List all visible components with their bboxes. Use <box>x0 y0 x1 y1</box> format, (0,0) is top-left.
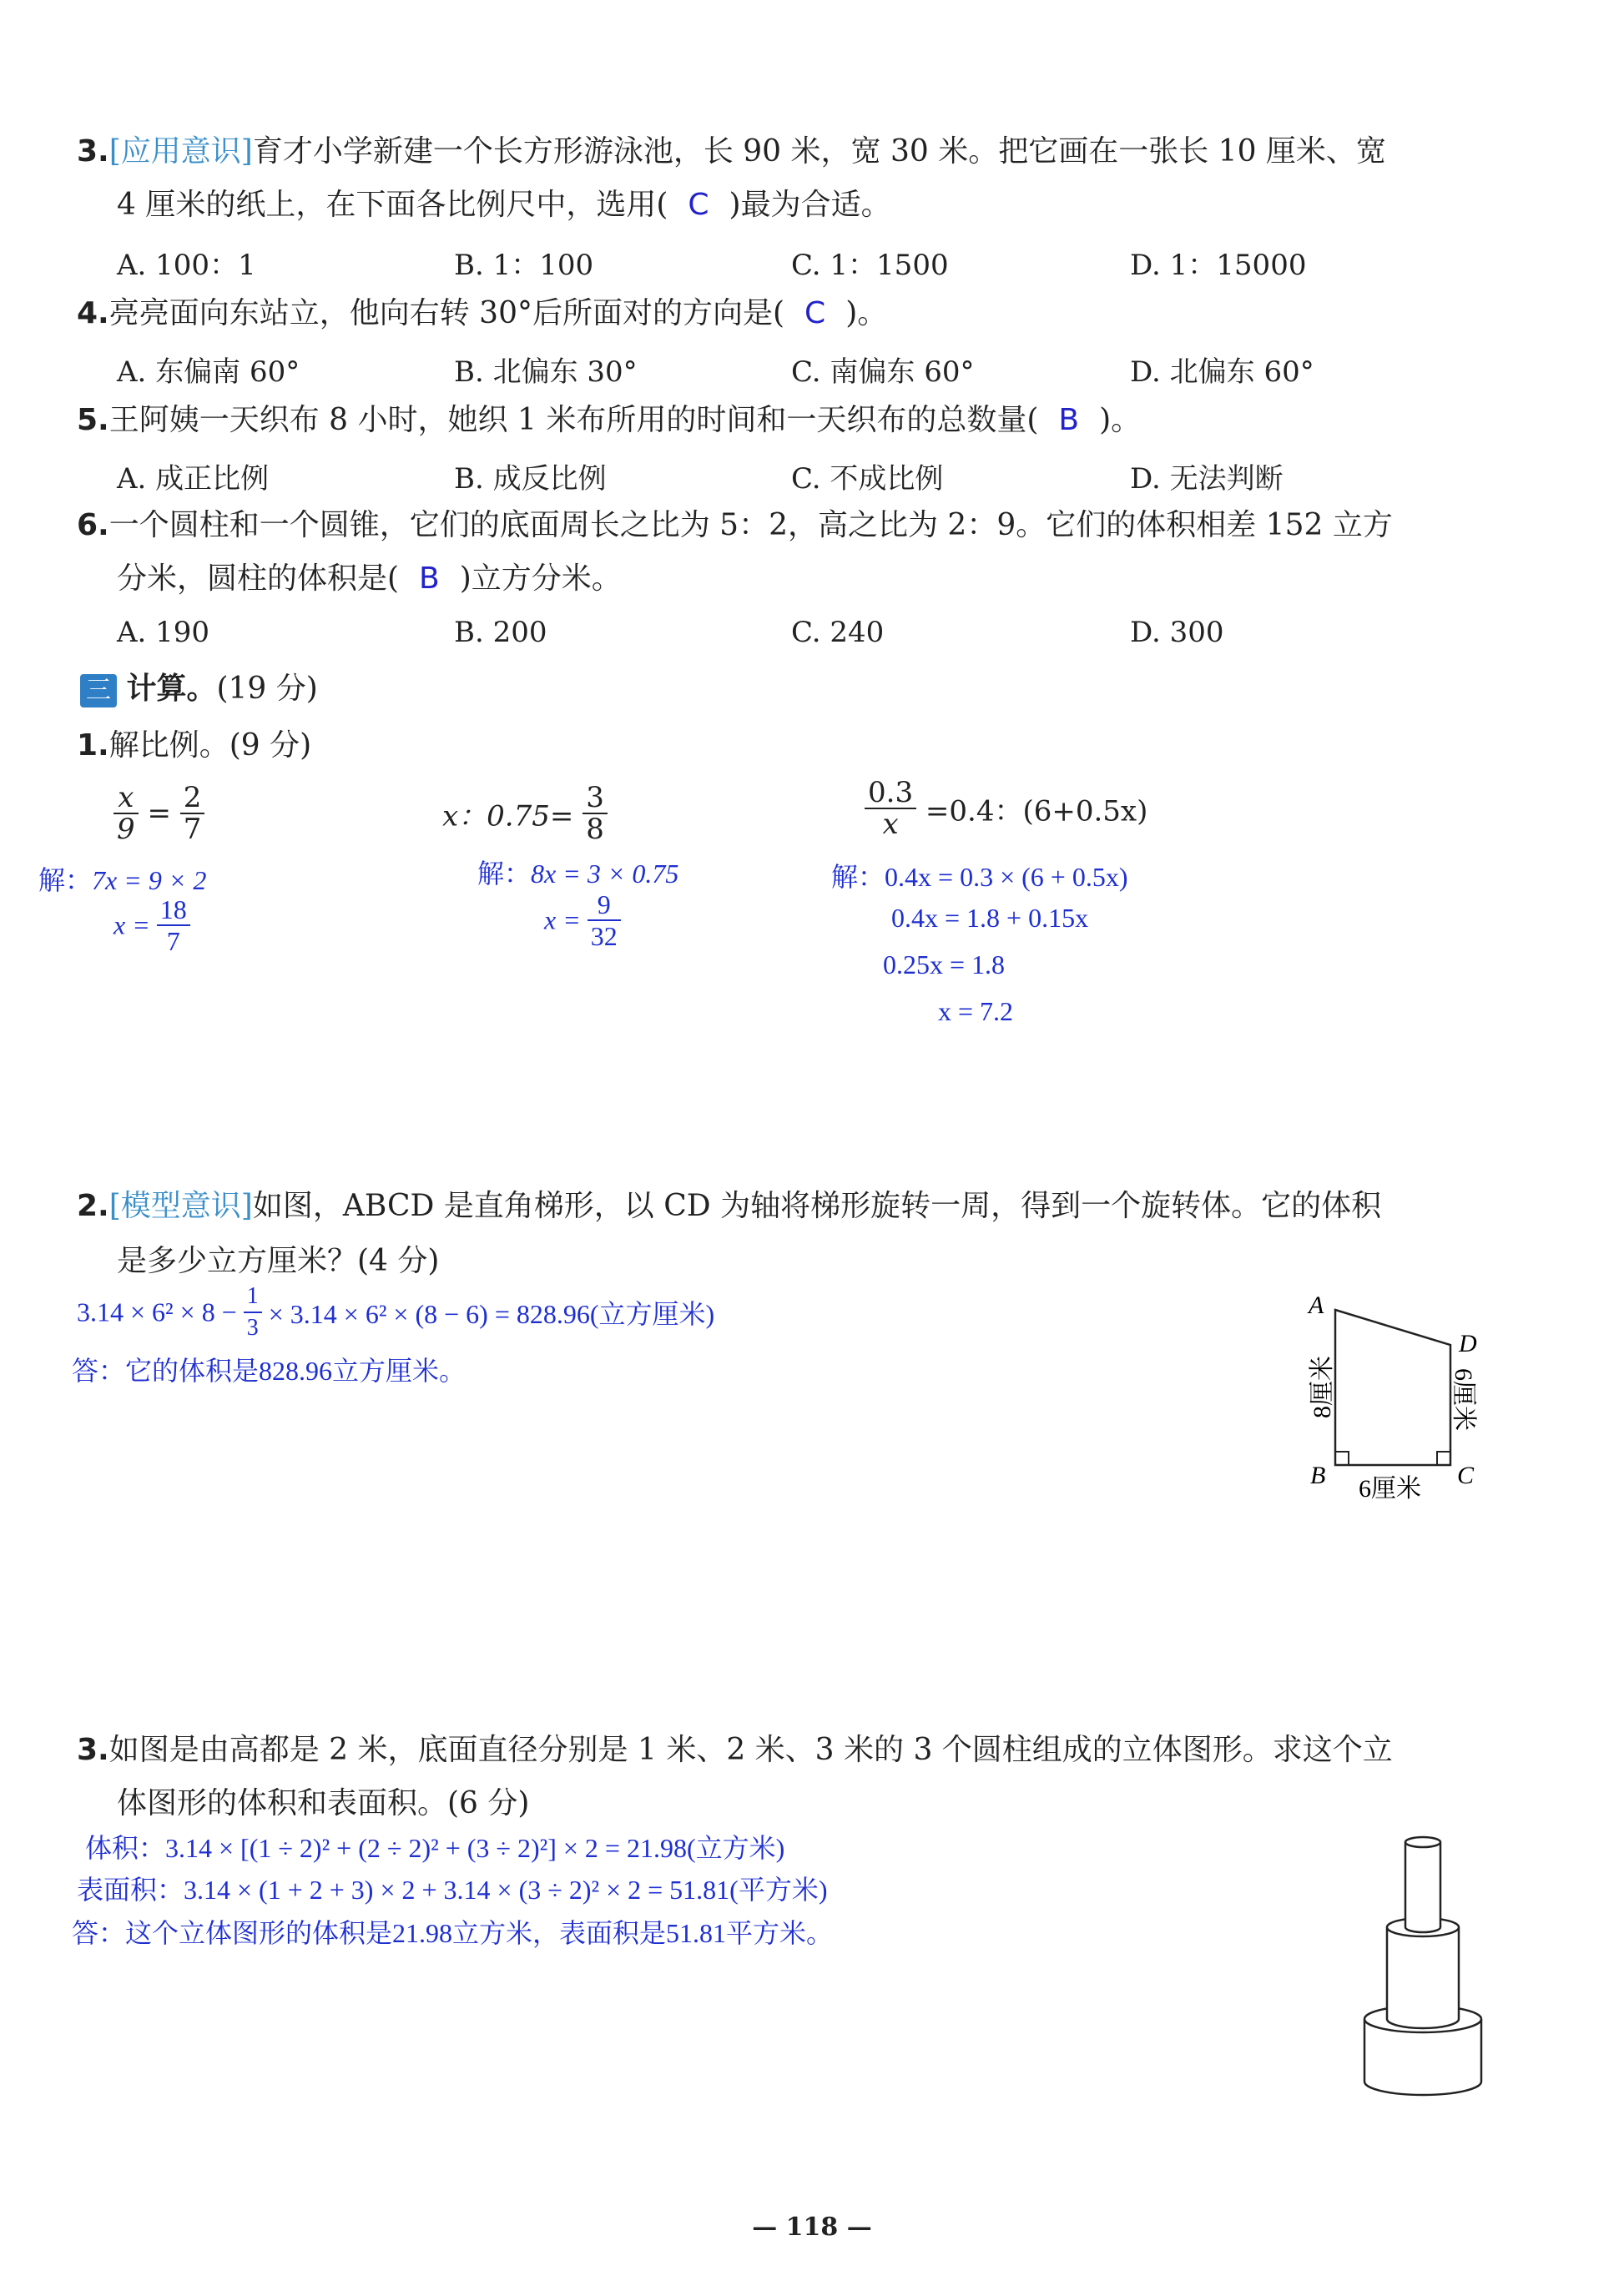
q6-number: 6. <box>77 508 109 542</box>
calc1-p1-step2 <box>113 894 190 956</box>
q6-line2 <box>117 561 622 597</box>
q5-line <box>77 402 1141 439</box>
q4-option-c: C. 南偏东 60° <box>791 355 975 389</box>
p3-eq-num: 0.3 <box>865 778 916 809</box>
q6-text-line1: 一个圆柱和一个圆锥，它们的底面周长之比为 5：2，高之比为 2：9。它们的体积相差 152 立方 <box>108 508 1393 542</box>
label-bottom-6cm: 6厘米 <box>1359 1475 1421 1503</box>
calc2-answer: 答：它的体积是828.96立方厘米。 <box>72 1356 467 1386</box>
trapezoid-figure <box>1285 1285 1502 1510</box>
p1-eq-2: 2 <box>180 783 205 814</box>
calc2-solution-a: 3.14 × 6² × 8 − <box>77 1297 237 1327</box>
q3-option-d: D. 1：15000 <box>1130 249 1307 282</box>
p1-eq-x: x <box>113 783 139 814</box>
label-b: B <box>1310 1462 1326 1489</box>
calc1-p3-step2: 0.4x = 1.8 + 0.15x <box>891 903 1089 933</box>
p2-jie: 解： <box>477 858 532 889</box>
p2-eq-num: 3 <box>583 783 608 814</box>
p1-step1: 7x = 9 × 2 <box>92 865 207 895</box>
calc2-line2: 是多少立方厘米？(4 分) <box>117 1244 440 1278</box>
p1-step2-den: 7 <box>166 926 180 956</box>
q4-answer: C <box>804 296 826 330</box>
q3-text-line1: 育才小学新建一个长方形游泳池，长 90 米，宽 30 米。把它画在一张长 10 厘米、宽 <box>252 134 1386 169</box>
calc2-solution-b: × 3.14 × 6² × (8 − 6) = 828.96(立方厘米) <box>268 1299 715 1329</box>
q5-option-b: B. 成反比例 <box>454 462 607 496</box>
calc3-number: 3. <box>77 1733 109 1767</box>
q3-option-c: C. 1：1500 <box>791 249 949 282</box>
calc3-surface-area: 表面积：3.14 × (1 + 2 + 3) × 2 + 3.14 × (3 ÷ 2)² × 2 = 51.81(平方米) <box>77 1875 828 1905</box>
q3-text-line2a: 4 厘米的纸上，在下面各比例尺中，选用( <box>117 188 668 222</box>
q4-option-d: D. 北偏东 60° <box>1130 355 1314 389</box>
q3-option-a: A. 100：1 <box>117 249 256 282</box>
calc1-p3-step4: x = 7.2 <box>938 996 1014 1026</box>
q3-line2 <box>117 187 891 224</box>
q4-text-b: )。 <box>845 296 888 330</box>
page-number: — 118 — <box>752 2213 872 2242</box>
calc1-heading <box>77 728 311 764</box>
section-3-score: (19 分) <box>216 672 318 706</box>
calc1-p2-equation <box>442 783 608 844</box>
q3-line1 <box>77 133 1386 170</box>
label-a: A <box>1309 1292 1324 1319</box>
calc1-p2-step2 <box>544 889 621 951</box>
q5-text-b: )。 <box>1099 403 1142 437</box>
q4-text-a: 亮亮面向东站立，他向右转 30°后所面对的方向是( <box>108 296 785 330</box>
q3-answer: C <box>688 188 709 222</box>
q5-answer: B <box>1058 403 1080 437</box>
p1-step2-num: 18 <box>157 894 190 926</box>
stacked-cylinders-figure <box>1352 1827 1494 2102</box>
p2-step2-num: 9 <box>588 889 621 921</box>
p2-step2-den: 32 <box>590 921 618 951</box>
right-angle-b <box>1335 1452 1349 1465</box>
q6-option-d: D. 300 <box>1130 616 1224 649</box>
section-3-title: 计算。 <box>126 672 217 706</box>
p1-jie: 解： <box>38 865 93 895</box>
calc3-text-line1: 如图是由高都是 2 米，底面直径分别是 1 米、2 米、3 米的 3 个圆柱组成的立体图形。求这个立 <box>108 1733 1393 1767</box>
cylinder-small-top <box>1405 1837 1440 1847</box>
label-left-8cm: 8厘米 <box>1309 1356 1336 1418</box>
p1-eq-9: 9 <box>117 813 135 846</box>
q5-number: 5. <box>77 403 109 437</box>
calc2-solution-num: 1 <box>244 1281 262 1313</box>
p1-eq-7: 7 <box>183 813 202 846</box>
calc2-solution <box>77 1281 714 1343</box>
q3-number: 3. <box>77 134 109 169</box>
calc1-number: 1. <box>77 728 109 763</box>
cylinder-medium <box>1387 1927 1459 2028</box>
calc1-p3-step3: 0.25x = 1.8 <box>883 949 1006 979</box>
q6-answer: B <box>419 561 440 596</box>
calc1-p1-step1 <box>38 859 206 898</box>
q5-text-a: 王阿姨一天织布 8 小时，她织 1 米布所用的时间和一天织布的总数量( <box>108 403 1039 437</box>
calc2-tag: [模型意识] <box>108 1189 253 1223</box>
calc3-volume: 体积：3.14 × [(1 ÷ 2)² + (2 ÷ 2)² + (3 ÷ 2)²] × 2 = 21.98(立方米) <box>85 1833 785 1863</box>
label-c: C <box>1457 1462 1475 1489</box>
q5-option-a: A. 成正比例 <box>117 462 270 496</box>
p1-step2-lhs: x = <box>113 909 150 940</box>
trapezoid-shape <box>1335 1310 1450 1465</box>
p3-eq-den: x <box>882 808 899 841</box>
q6-option-a: A. 190 <box>117 616 210 649</box>
calc3-answer: 答：这个立体图形的体积是21.98立方米，表面积是51.81平方米。 <box>72 1918 834 1948</box>
q6-option-b: B. 200 <box>454 616 547 649</box>
section-3-heading <box>80 671 318 707</box>
calc3-line1 <box>77 1732 1393 1769</box>
p3-step1: 0.4x = 0.3 × (6 + 0.5x) <box>885 862 1128 892</box>
right-angle-c <box>1437 1452 1450 1465</box>
calc1-p1-equation: $\frac{x}{9}$ = $\frac{2}{7}$ <box>113 783 204 844</box>
calc1-title: 解比例。(9 分) <box>108 728 312 763</box>
q5-option-c: C. 不成比例 <box>791 462 944 496</box>
q6-text-line2a: 分米，圆柱的体积是( <box>117 561 400 596</box>
calc3-line2: 体图形的体积和表面积。(6 分) <box>117 1786 530 1820</box>
calc2-line1 <box>77 1188 1381 1225</box>
calc1-p3-equation <box>865 778 1147 839</box>
q3-option-b: B. 1：100 <box>454 249 594 282</box>
q5-option-d: D. 无法判断 <box>1130 462 1284 496</box>
calc2-solution-den: 3 <box>246 1315 259 1341</box>
section-3-badge: 三 <box>80 674 117 707</box>
q3-tag: [应用意识] <box>108 134 253 169</box>
q4-option-a: A. 东偏南 60° <box>117 355 300 389</box>
q4-option-b: B. 北偏东 30° <box>454 355 638 389</box>
p3-eq-rhs: =0.4：(6+0.5x) <box>925 794 1148 828</box>
p2-eq-den: 8 <box>586 813 604 846</box>
q3-text-line2b: )最为合适。 <box>729 188 891 222</box>
p3-jie: 解： <box>831 862 885 892</box>
p2-step2-lhs: x = <box>544 904 581 935</box>
calc1-p2-step1 <box>477 853 678 891</box>
q6-option-c: C. 240 <box>791 616 885 649</box>
label-d: D <box>1459 1330 1477 1357</box>
cylinder-small <box>1405 1842 1440 1932</box>
calc1-p3-step1 <box>831 856 1127 894</box>
q6-text-line2b: )立方分米。 <box>459 561 622 596</box>
q6-line1 <box>77 507 1393 544</box>
p2-eq-lhs: x：0.75= <box>442 799 574 833</box>
q4-number: 4. <box>77 296 109 330</box>
calc2-text-line1: 如图，ABCD 是直角梯形，以 CD 为轴将梯形旋转一周，得到一个旋转体。它的体积 <box>252 1189 1382 1223</box>
p2-step1: 8x = 3 × 0.75 <box>531 858 679 889</box>
label-right-6cm: 6厘米 <box>1450 1368 1477 1431</box>
q4-line <box>77 295 887 332</box>
calc2-number: 2. <box>77 1189 109 1223</box>
